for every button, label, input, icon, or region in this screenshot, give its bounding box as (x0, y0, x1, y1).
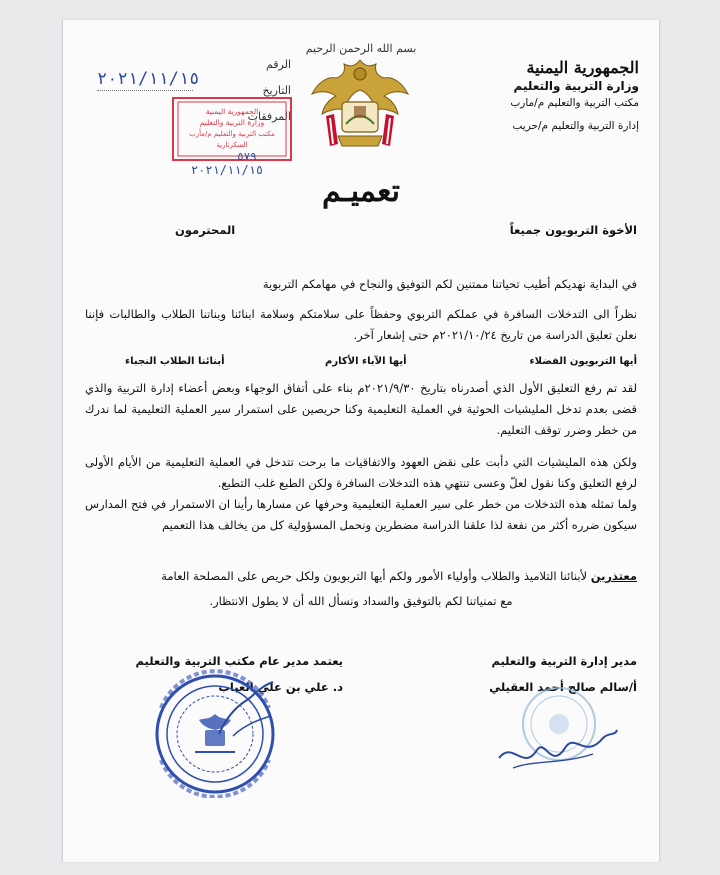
red-stamp-line3: مكتب التربية والتعليم م/مأرب (189, 130, 275, 138)
apology-word: معتذرين (590, 569, 637, 583)
handwritten-signature-left (213, 676, 283, 746)
closing: مع تمنياتنا لكم بالتوفيق والسداد ونسأل الله أن لا يطول الانتظار. (209, 594, 513, 608)
paragraph-3b: ولما تمثله هذه التدخلات من خطر على سير العملية التعليمية وحرفها عن مسارها رأينا ان الاستمرار في فتح المدارس سيكون ضرره أكثر من نفعة لذا علقنا الدراسة مضطرين ونحمل المسؤولية كل من يخالف هذا التعميم (85, 497, 637, 532)
document-title: تعميـم (322, 174, 400, 209)
paragraph-1: نظراً الى التدخلات السافرة في عملكم التربوي وحفظاً على سلامتكم وسلامة ابنائنا وبناتنا الطلاب والطالبات فإننا نعلن تعليق الدراسة من تاريخ ٢٠٢١/١٠/٢٤م حتى إشعار آخر. (85, 307, 637, 342)
letterhead (469, 58, 639, 135)
red-stamp-line4: السكرتارية (216, 141, 248, 149)
paragraph-2: لقد تم رفع التعليق الأول الذي أصدرناه بتاريخ ٢٠٢١/٩/٣٠م بناء على أتفاق الوجهاء وبعض أعضاء إدارة التربية والذي قضى بعدم تدخل المليشيات الحوثية في العملية التعليمية وكنا حريصين على استمرار سير العملية التعليمية لما ندرك من خطر وضرر توقف التعليم. (85, 381, 637, 437)
salute-students: أبنائنا الطلاب النجباء (125, 356, 225, 367)
ministry-name: وزارة التربية والتعليم (513, 79, 639, 93)
left-signer-name: د. علي بن علي العباب (218, 680, 343, 694)
department-name: إدارة التربية والتعليم م/حريب (512, 120, 639, 132)
office-name: مكتب التربية والتعليم م/مارب (510, 97, 639, 109)
salute-parents: أيها الآباء الأكارم (325, 356, 407, 367)
red-stamp-line1: الجمهورية اليمنية (205, 107, 259, 116)
red-stamp-date: ٢٠٢١/١١/١٥ (190, 163, 264, 177)
left-signer-title: يعتمد مدير عام مكتب التربية والتعليم (135, 654, 343, 668)
yemen-emblem-icon (308, 54, 412, 154)
apology-text: لأبنائنا التلاميذ والطلاب وأولياء الأمور ولكم أيها التربويون ولكل حريص على المصلحة العامة (161, 569, 588, 583)
document-page (62, 20, 660, 862)
greeting: في البداية نهديكم أطيب تحياتنا ممتنين لكم التوفيق والنجاح في مهامكم التربوية (262, 277, 637, 291)
addressee: الأخوة التربويون جميعاً (509, 223, 637, 237)
date-underline (97, 90, 193, 91)
right-official-stamp (493, 680, 623, 780)
right-signer-title: مدير إدارة التربية والتعليم (491, 654, 637, 668)
attachments-label: المرفقات (247, 110, 291, 123)
paragraph-3a: ولكن هذه المليشيات التي دأبت على نقض العهود والاتفاقيات ما برحت تتدخل في العملية التعليمية من الأيام الأولى لرفع التعليق وكنا نقول لعلّ وعسى تنتهي هذه التدخلات السافرة ولكن الطبع غلب التطبع. (85, 455, 637, 490)
handwritten-date: ٢٠٢١/١١/١٥ (97, 69, 200, 89)
salute-educators: أيها التربويون الفضلاء (529, 356, 637, 367)
right-signer-name: أ/سالم صالح أحمد العقيلي (489, 680, 637, 694)
republic-name: الجمهورية اليمنية (526, 58, 639, 77)
basmala: بسم الله الرحمن الرحيم (305, 42, 417, 55)
red-stamp-number: ٥٧٩ (237, 150, 257, 163)
red-incoming-stamp (169, 94, 295, 178)
number-label: الرقم (265, 58, 291, 71)
date-label: التاريخ (262, 84, 291, 97)
apology-paragraph (85, 566, 637, 587)
red-stamp-line2: وزارة التربية والتعليم (199, 118, 265, 127)
honorific: المحترمون (175, 223, 236, 237)
